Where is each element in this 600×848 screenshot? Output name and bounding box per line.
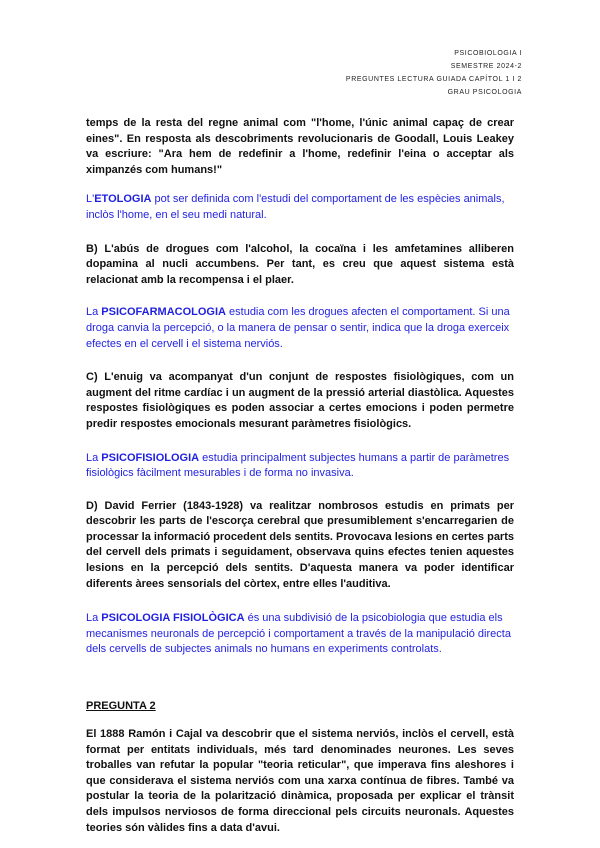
definition-text: estudia com les drogues afecten el comportament. Si una droga canvia la percepció, o la manera de pensar o sentir, indica que la droga exerceix efectes en el cervell i el sistema nerviós. — [86, 306, 510, 350]
definition-psicologia-fisiologica — [86, 611, 514, 658]
definition-psicofisiologia — [86, 451, 514, 482]
definition-prefix: La — [86, 612, 102, 625]
page-header — [346, 47, 522, 99]
paragraph-goodall-leakey: temps de la resta del regne animal com "l'home, l'únic animal capaç de crear eines". En resposta als descobriments revolucionaris de Goodall, Louis Leakey va escriure: "Ara hem de redefinir a l'home, redefinir l'eina o acceptar als ximpanzés com humans!" — [86, 117, 514, 176]
paragraph-b-drogues: B) L'abús de drogues com l'alcohol, la cocaïna i les amfetamines alliberen dopamina al nucli accumbens. Per tant, es creu que aquest sistema està relacionat amb la recompensa i el plaer. — [86, 242, 514, 286]
paragraph-d-ferrier: D) David Ferrier (1843-1928) va realitzar nombrosos estudis en primats per descobrir les parts de l'escorça cerebral que presumiblement s'encarregarien de processar la informació procedent dels sentits. Provocava lesions en certes parts del cervell dels primats i seguidament, observava quins efectes tenien aquestes lesions en la percepció dels sentits. D'aquesta manera va poder identificar diferents àrees sensorials del còrtex, entre elles l'auditiva. — [86, 499, 514, 590]
header-course: PSICOBIOLOGIA I — [454, 50, 522, 57]
header-assignment: PREGUNTES LECTURA GUIADA CAPÍTOL 1 I 2 — [345, 76, 522, 83]
definition-prefix: La — [86, 451, 102, 464]
header-semester: SEMESTRE 2024-2 — [450, 63, 522, 70]
definition-psicofarmacologia — [86, 305, 514, 352]
definition-term: PSICOFARMACOLOGIA — [101, 306, 226, 319]
definition-term: PSICOLOGIA FISIOLÒGICA — [101, 612, 245, 625]
header-degree: GRAU PSICOLOGIA — [447, 89, 522, 96]
definition-term: ETOLOGIA — [94, 193, 152, 206]
definition-prefix: La — [86, 306, 102, 319]
definition-text: és una subdivisió de la psicobiologia que estudia els mecanismes neuronals de percepció i comportament a través de la manipulació directa dels cervells de subjectes animals no humans en experiments controlats. — [86, 612, 511, 656]
paragraph-c-enuig: C) L'enuig va acompanyat d'un conjunt de respostes fisiològiques, com un augment del ritme cardíac i un augment de la pressió arterial diastòlica. Aquestes respostes fisiològiques es poden associar a certes emocions i poden permetre predir respostes emocionals mesurant paràmetres fisiològics. — [86, 371, 514, 430]
definition-text: pot ser definida com l'estudi del comportament de les espècies animals, inclòs l'home, en el seu medi natural. — [86, 193, 505, 221]
definition-text: estudia principalment subjectes humans a partir de paràmetres fisiològics fàcilment mesurables i de forma no invasiva. — [86, 451, 510, 480]
document-body — [86, 116, 514, 836]
definition-prefix: L' — [86, 193, 95, 206]
definition-term: PSICOFISIOLOGIA — [101, 451, 200, 464]
definition-etologia — [86, 192, 514, 223]
paragraph-ramon-y-cajal: El 1888 Ramón i Cajal va descobrir que el sistema nerviós, inclòs el cervell, està format per entitats individuals, més tard denominades neurones. Les seves troballes van refutar la popular "teoria reticular", que imperava fins aleshores i que considerava el sistema nerviós com una xarxa contínua de fibres. També va postular la teoria de la polarització dinàmica, proposada per explicar el trànsit dels impulsos nerviosos de forma direccional pels circuits neuronals. Aquestes teories són vàlides fins a data d'avui. — [86, 728, 514, 834]
question-2-heading: PREGUNTA 2 — [86, 700, 156, 713]
